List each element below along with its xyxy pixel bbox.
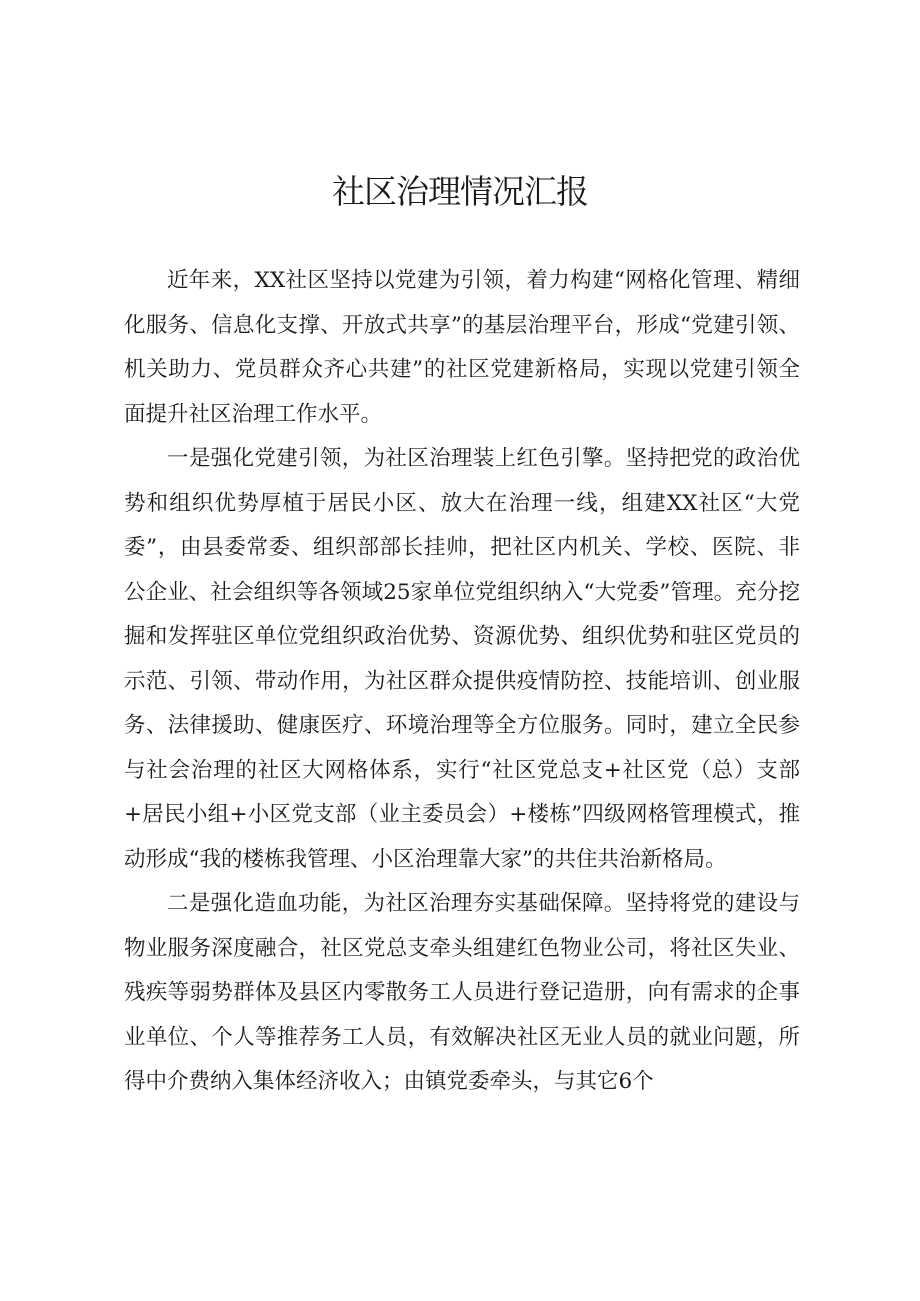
document-body [124, 259, 800, 1105]
paragraph-point-one: 一是强化党建引领，为社区治理装上红色引擎。坚持把党的政治优势和组织优势厚植于居民小区、放大在治理一线，组建XX社区“大党委”，由县委常委、组织部部长挂帅，把社区内机关、学校、医院、非公企业、社会组织等各领域25家单位党组织纳入“大党委”管理。充分挖掘和发挥驻区单位党组织政治优势、资源优势、组织优势和驻区党员的示范、引领、带动作用，为社区群众提供疫情防控、技能培训、创业服务、法律援助、健康医疗、环境治理等全方位服务。同时，建立全民参与社会治理的社区大网格体系，实行“社区党总支+社区党（总）支部+居民小组+小区党支部（业主委员会）+楼栋”四级网格管理模式，推动形成“我的楼栋我管理、小区治理靠大家”的共住共治新格局。 [124, 446, 800, 872]
paragraph-point-two: 二是强化造血功能，为社区治理夯实基础保障。坚持将党的建设与物业服务深度融合，社区党总支牵头组建红色物业公司，将社区失业、残疾等弱势群体及县区内零散务工人员进行登记造册，向有需求的企事业单位、个人等推荐务工人员，有效解决社区无业人员的就业问题，所得中介费纳入集体经济收入；由镇党委牵头，与其它6个 [124, 891, 800, 1094]
paragraph-intro: 近年来，XX社区坚持以党建为引领，着力构建“网格化管理、精细化服务、信息化支撑、开放式共享”的基层治理平台，形成“党建引领、机关助力、党员群众齐心共建”的社区党建新格局，实现以党建引领全面提升社区治理工作水平。 [124, 268, 800, 427]
document-title: 社区治理情况汇报 [332, 172, 588, 211]
